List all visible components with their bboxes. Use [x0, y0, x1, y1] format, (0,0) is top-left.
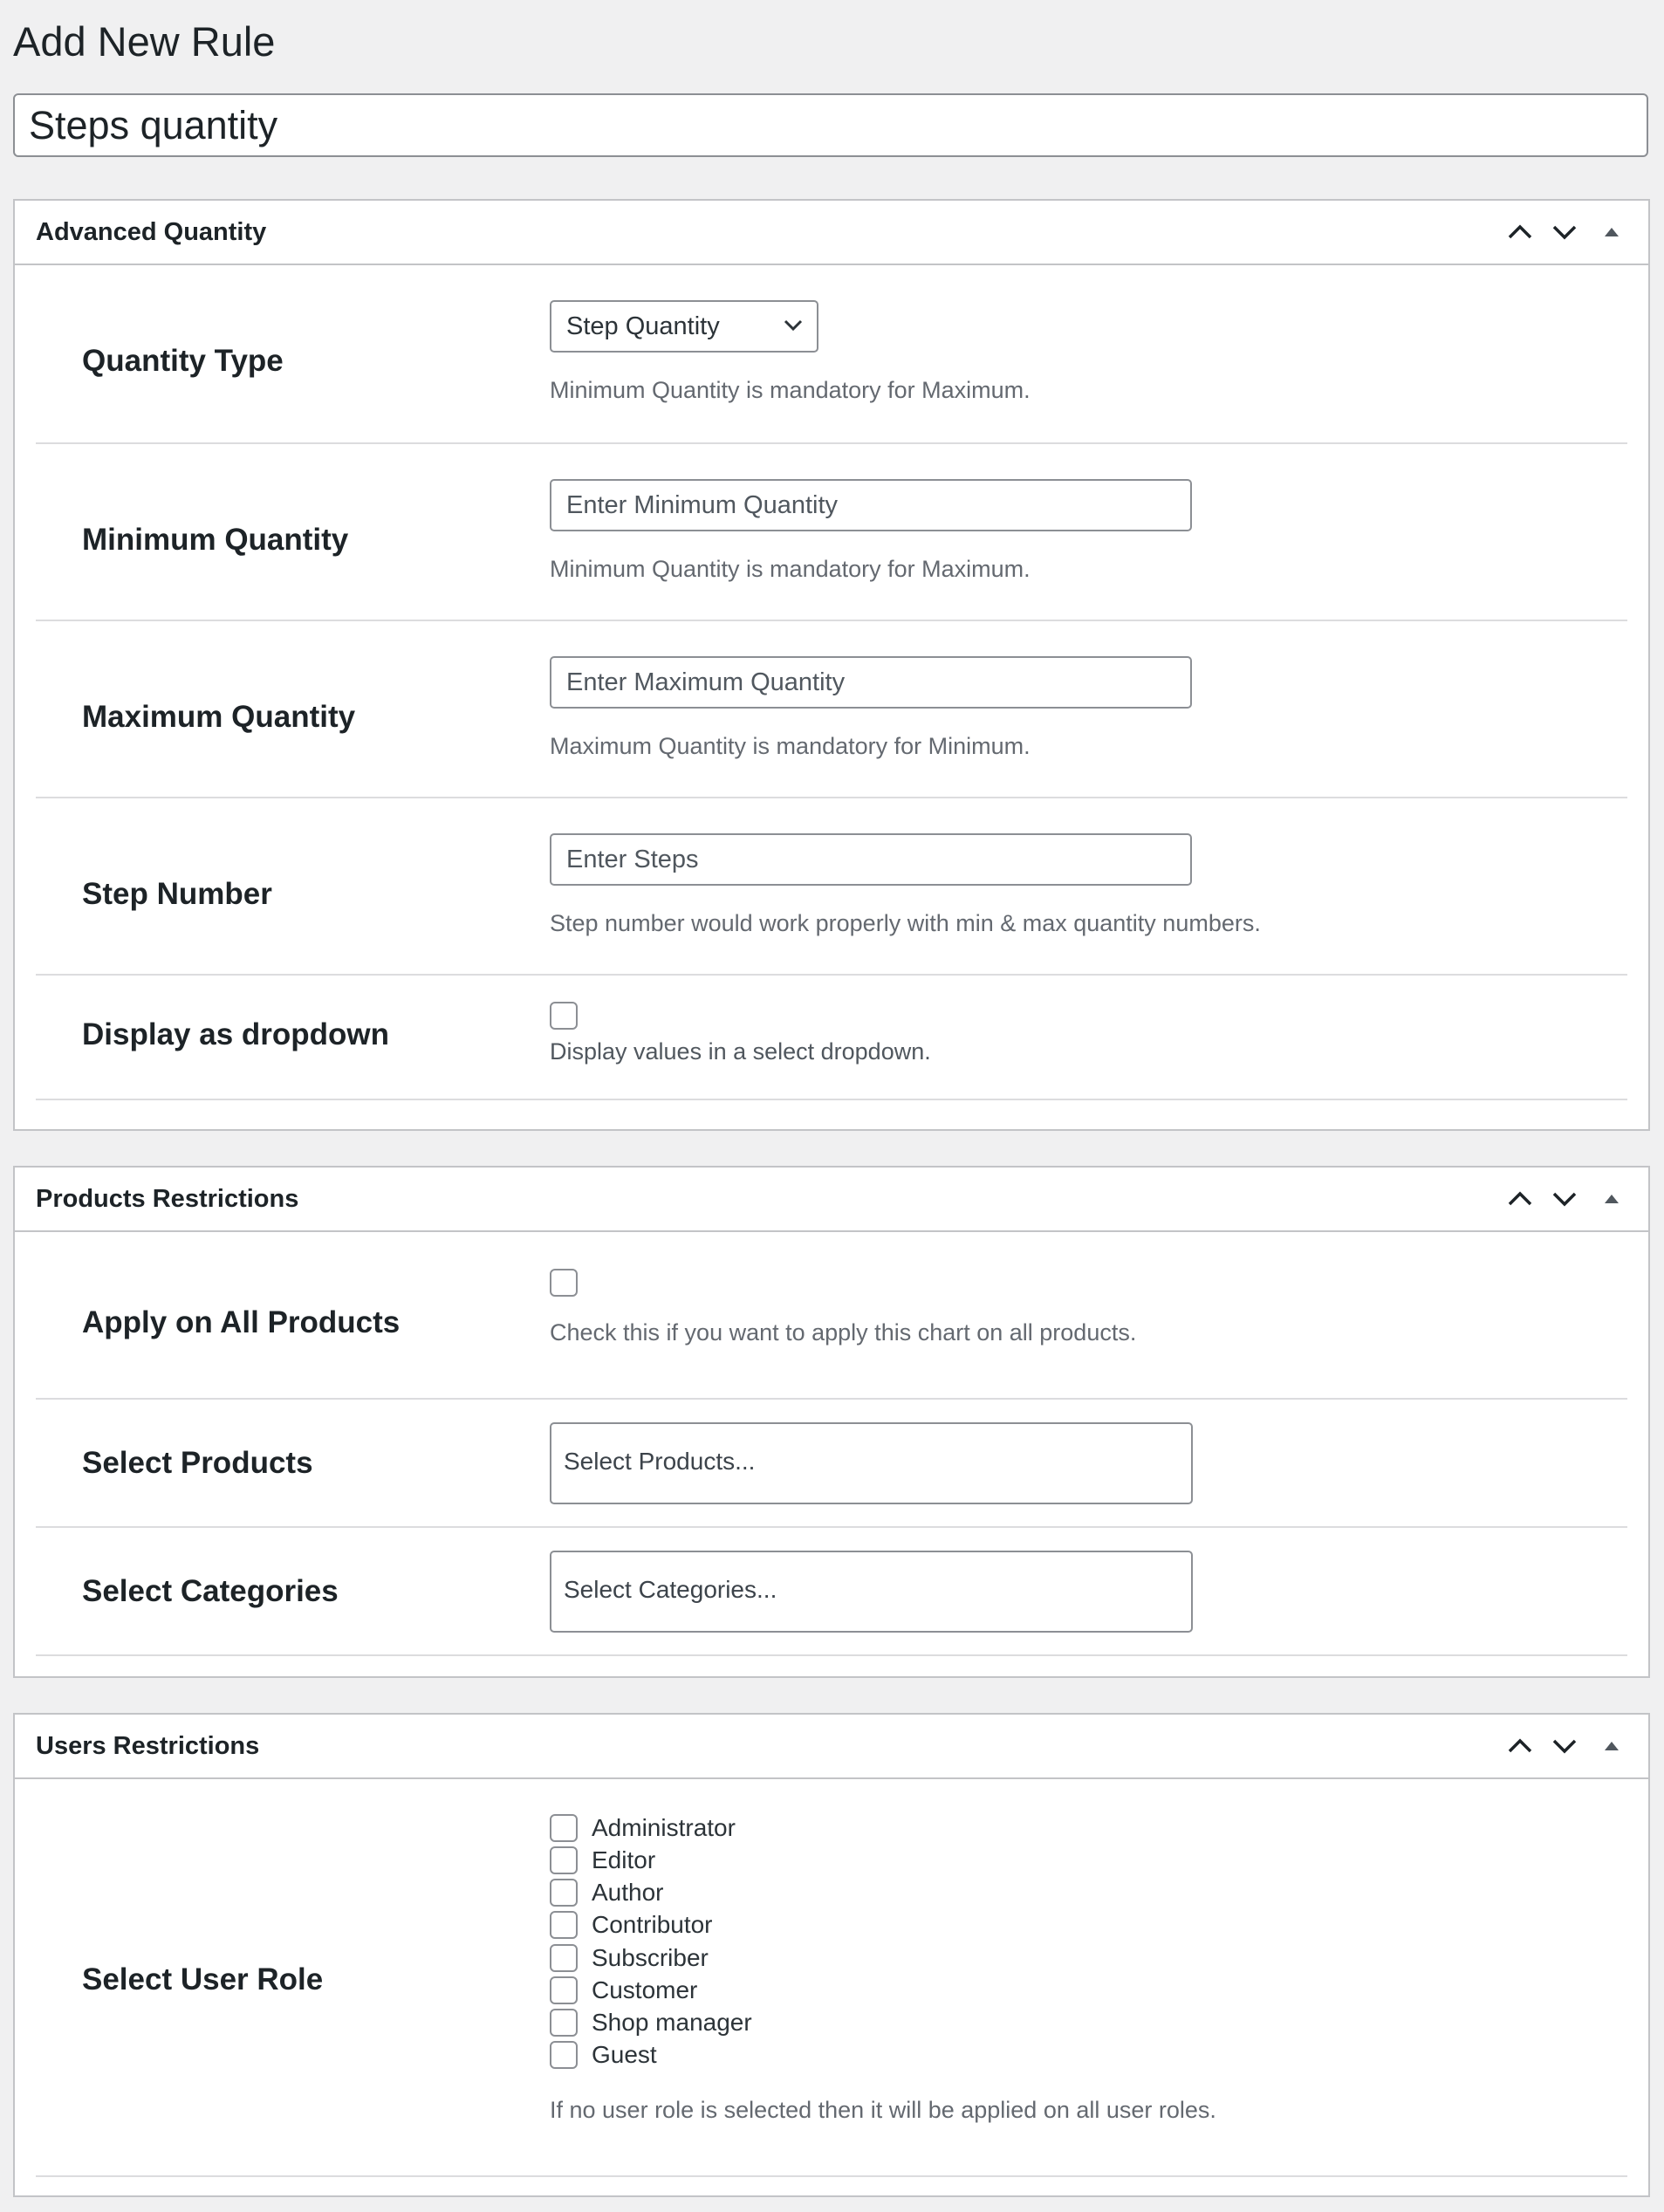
minimum-quantity-input[interactable] [550, 479, 1192, 531]
role-checkbox-subscriber[interactable] [550, 1944, 578, 1972]
select-user-role-description: If no user role is selected then it will be applied on all user roles. [550, 2097, 1216, 2123]
role-label: Shop manager [592, 2009, 752, 2036]
maximum-quantity-input[interactable] [550, 656, 1192, 709]
select-products-field[interactable] [550, 1422, 1193, 1504]
move-down-button[interactable] [1543, 201, 1586, 264]
row-select-products [36, 1400, 1627, 1528]
chevron-up-icon [1507, 223, 1533, 241]
chevron-down-icon [784, 319, 803, 332]
role-label: Guest [592, 2041, 657, 2068]
apply-all-products-label: Apply on All Products [82, 1305, 401, 1339]
apply-all-products-checkbox[interactable] [550, 1269, 578, 1297]
step-number-description: Step number would work properly with min & max quantity numbers. [550, 910, 1261, 936]
select-categories-field[interactable] [550, 1551, 1193, 1633]
box-title: Users Restrictions [36, 1732, 260, 1760]
role-checkbox-author[interactable] [550, 1879, 578, 1907]
page-title: Add New Rule [13, 18, 276, 65]
display-as-dropdown-checkbox[interactable] [550, 1002, 578, 1030]
minimum-quantity-description: Minimum Quantity is mandatory for Maximum. [550, 556, 1031, 582]
chevron-down-icon [1551, 1737, 1578, 1755]
display-as-dropdown-label: Display as dropdown [82, 1017, 389, 1051]
chevron-up-icon [1507, 1737, 1533, 1755]
role-label: Administrator [592, 1814, 736, 1841]
role-label: Editor [592, 1846, 656, 1873]
step-number-input[interactable] [550, 833, 1192, 886]
advanced-quantity-box [13, 199, 1650, 1131]
toggle-panel-button[interactable] [1590, 1168, 1633, 1230]
role-label: Contributor [592, 1911, 713, 1938]
select-categories-placeholder: Select Categories... [564, 1576, 777, 1603]
row-select-categories [36, 1528, 1627, 1656]
row-minimum-quantity [36, 444, 1627, 621]
select-products-placeholder: Select Products... [564, 1448, 756, 1475]
role-checkbox-shop-manager[interactable] [550, 2009, 578, 2037]
role-label: Customer [592, 1976, 698, 2003]
move-down-button[interactable] [1543, 1715, 1586, 1777]
quantity-type-description: Minimum Quantity is mandatory for Maximum. [550, 377, 1031, 403]
select-products-label: Select Products [82, 1446, 313, 1480]
role-label: Subscriber [592, 1944, 709, 1971]
box-title: Products Restrictions [36, 1185, 299, 1213]
row-maximum-quantity [36, 621, 1627, 798]
chevron-down-icon [1551, 1190, 1578, 1208]
row-apply-all-products [36, 1232, 1627, 1400]
quantity-type-select[interactable] [550, 300, 818, 353]
users-restrictions-box [13, 1713, 1650, 2197]
role-label: Author [592, 1879, 664, 1906]
move-up-button[interactable] [1498, 1168, 1542, 1230]
maximum-quantity-description: Maximum Quantity is mandatory for Minimum. [550, 733, 1031, 759]
toggle-panel-button[interactable] [1590, 1715, 1633, 1777]
step-number-label: Step Number [82, 877, 272, 911]
user-role-list [550, 1812, 1216, 2161]
users-restrictions-header[interactable] [15, 1715, 1648, 1779]
role-checkbox-guest[interactable] [550, 2041, 578, 2069]
rule-title-input[interactable] [13, 93, 1648, 157]
quantity-type-label: Quantity Type [82, 344, 284, 378]
chevron-down-icon [1551, 223, 1578, 241]
products-restrictions-box [13, 1166, 1650, 1678]
role-checkbox-administrator[interactable] [550, 1814, 578, 1842]
triangle-up-icon [1603, 1740, 1620, 1752]
row-select-user-role [36, 1779, 1627, 2177]
toggle-panel-button[interactable] [1590, 201, 1633, 264]
select-categories-label: Select Categories [82, 1574, 339, 1608]
move-up-button[interactable] [1498, 1715, 1542, 1777]
move-down-button[interactable] [1543, 1168, 1586, 1230]
role-checkbox-contributor[interactable] [550, 1911, 578, 1939]
apply-all-products-description: Check this if you want to apply this chart on all products. [550, 1319, 1137, 1346]
products-restrictions-header[interactable] [15, 1168, 1648, 1232]
role-checkbox-editor[interactable] [550, 1846, 578, 1874]
row-step-number [36, 798, 1627, 976]
select-user-role-label: Select User Role [82, 1962, 324, 1996]
chevron-up-icon [1507, 1190, 1533, 1208]
display-as-dropdown-description: Display values in a select dropdown. [550, 1038, 931, 1065]
row-display-as-dropdown [36, 976, 1627, 1100]
triangle-up-icon [1603, 1193, 1620, 1205]
minimum-quantity-label: Minimum Quantity [82, 523, 349, 557]
triangle-up-icon [1603, 226, 1620, 238]
move-up-button[interactable] [1498, 201, 1542, 264]
quantity-type-value: Step Quantity [566, 312, 720, 340]
advanced-quantity-header[interactable] [15, 201, 1648, 265]
role-checkbox-customer[interactable] [550, 1976, 578, 2004]
box-title: Advanced Quantity [36, 218, 267, 246]
row-quantity-type [36, 265, 1627, 444]
maximum-quantity-label: Maximum Quantity [82, 700, 356, 734]
